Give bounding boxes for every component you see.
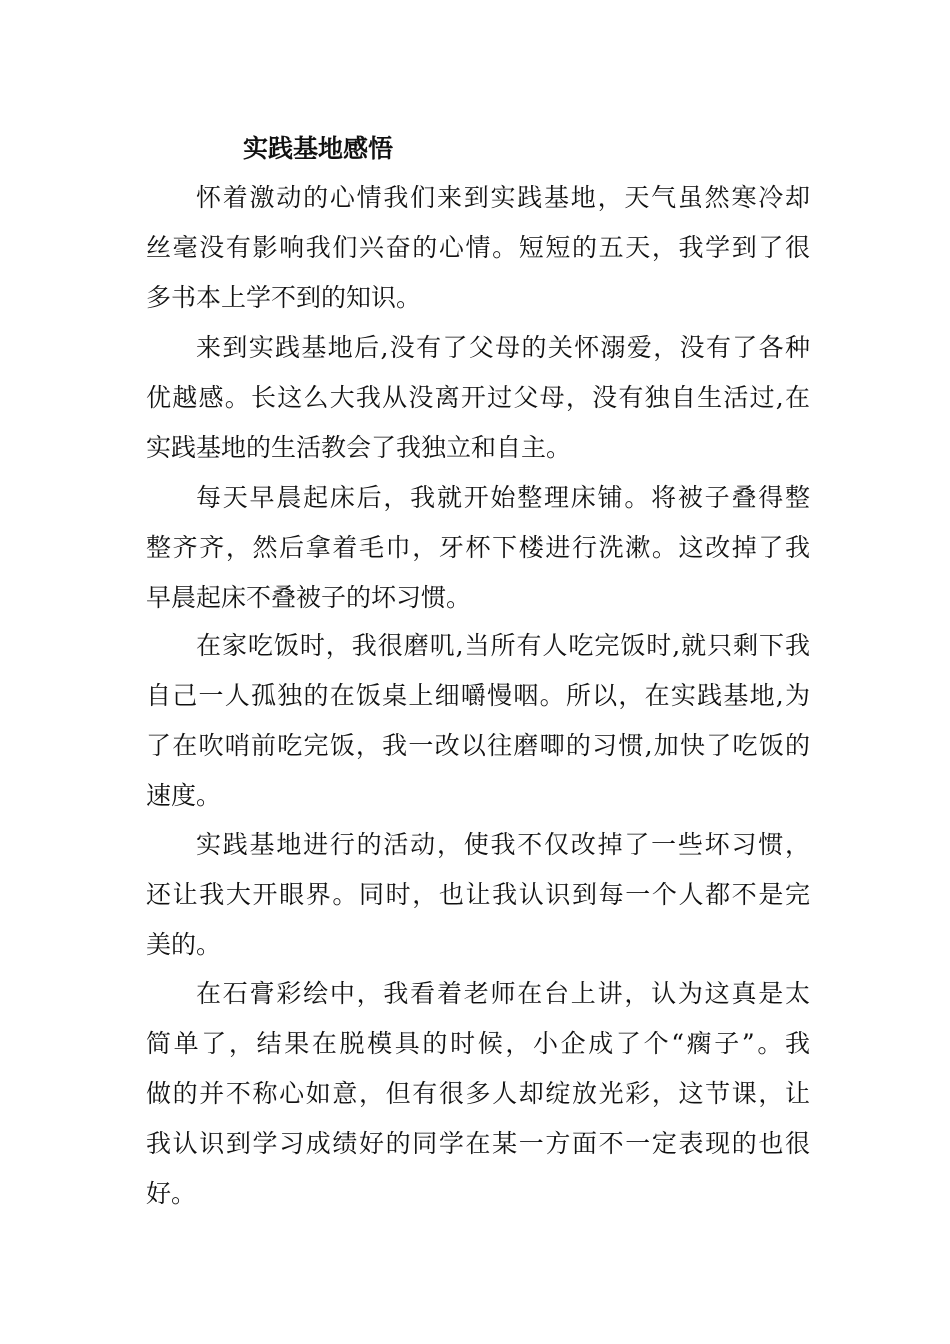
- paragraph-line: 美的。: [146, 930, 222, 959]
- paragraph-line: 自己一人孤独的在饭桌上细嚼慢咽。所以，在实践基地,为: [146, 681, 810, 710]
- paragraph-line: 还让我大开眼界。同时，也让我认识到每一个人都不是完: [146, 880, 810, 909]
- paragraph-line: 我认识到学习成绩好的同学在某一方面不一定表现的也很: [146, 1129, 810, 1158]
- paragraph-1: [146, 173, 810, 323]
- paragraph-line: 了在吹哨前吃完饭，我一改以往磨唧的习惯,加快了吃饭的: [146, 731, 810, 760]
- paragraph-line: 来到实践基地后,没有了父母的关怀溺爱，没有了各种: [196, 333, 810, 362]
- paragraph-line: 丝毫没有影响我们兴奋的心情。短短的五天，我学到了很: [146, 233, 810, 262]
- paragraph-line: 整齐齐，然后拿着毛巾，牙杯下楼进行洗漱。这改掉了我: [146, 533, 810, 562]
- paragraph-line: 在石膏彩绘中，我看着老师在台上讲，认为这真是太: [196, 979, 810, 1008]
- paragraph-line: 实践基地进行的活动，使我不仅改掉了一些坏习惯，: [196, 830, 810, 859]
- paragraph-line: 多书本上学不到的知识。: [146, 283, 422, 312]
- paragraph-2: [146, 323, 810, 473]
- paragraph-line: 简单了，结果在脱模具的时候，小企成了个“瘸子”。我: [146, 1029, 810, 1058]
- document-title: 实践基地感悟: [243, 134, 394, 163]
- paragraph-line: 每天早晨起床后，我就开始整理床铺。将被子叠得整: [196, 483, 810, 512]
- paragraph-line: 优越感。长这么大我从没离开过父母，没有独自生活过,在: [146, 383, 810, 412]
- paragraph-3: [146, 473, 810, 623]
- paragraph-line: 好。: [146, 1179, 197, 1208]
- paragraph-5: [146, 820, 810, 970]
- paragraph-line: 在家吃饭时，我很磨叽,当所有人吃完饭时,就只剩下我: [196, 631, 810, 660]
- paragraph-line: 做的并不称心如意，但有很多人却绽放光彩，这节课，让: [146, 1079, 810, 1108]
- paragraph-line: 早晨起床不叠被子的坏习惯。: [146, 583, 472, 612]
- paragraph-6: [146, 969, 810, 1219]
- paragraph-line: 速度。: [146, 781, 222, 810]
- paragraph-4: [146, 621, 810, 821]
- paragraph-line: 怀着激动的心情我们来到实践基地，天气虽然寒冷却: [196, 183, 810, 212]
- paragraph-line: 实践基地的生活教会了我独立和自主。: [146, 433, 572, 462]
